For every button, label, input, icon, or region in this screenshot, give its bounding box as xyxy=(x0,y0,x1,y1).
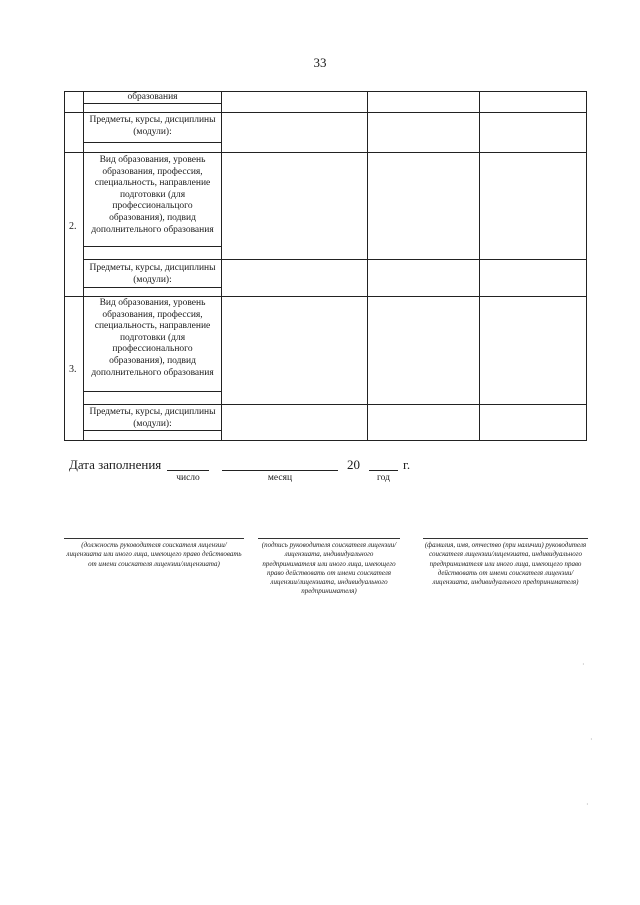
table-col-sep xyxy=(479,91,480,441)
cell-education-fragment: образования xyxy=(127,92,178,102)
row-number: 3. xyxy=(69,364,77,375)
day-blank xyxy=(167,470,209,471)
year-blank xyxy=(369,470,398,471)
table-row-line xyxy=(64,112,587,113)
day-caption: число xyxy=(176,473,200,483)
table-row-line xyxy=(64,152,587,153)
date-year-suffix: г. xyxy=(403,457,411,472)
name-signature-line xyxy=(423,538,588,539)
position-caption: (должность руководителя соискателя лицензии/лицензиата или иного лица, имеющего право действовать от имени соискателя лицензии/лицензиата) xyxy=(66,541,242,568)
cell-education-type: Вид образования, уровень образования, профессия, специальность, направление подготовки (для профессионального образования), подвид дополнительного образования xyxy=(91,298,214,378)
table-border-right xyxy=(586,91,587,441)
table-border-bottom xyxy=(64,440,587,441)
table-sub-line xyxy=(83,142,221,143)
month-caption: месяц xyxy=(267,473,293,483)
cell-subjects-label: Предметы, курсы, дисциплины (модули): xyxy=(89,263,216,285)
date-label: Дата заполнения xyxy=(69,457,162,472)
table-sub-line xyxy=(83,287,221,288)
signature-line xyxy=(258,538,400,539)
education-programs-table xyxy=(64,91,587,441)
month-blank xyxy=(222,470,338,471)
scan-speck: · xyxy=(582,660,585,669)
cell-subjects-label: Предметы, курсы, дисциплины (модули): xyxy=(89,115,216,137)
page-number: 33 xyxy=(313,55,327,70)
table-row-line xyxy=(83,404,587,405)
cell-subjects-label: Предметы, курсы, дисциплины (модули): xyxy=(89,407,216,429)
table-sub-line xyxy=(83,430,221,431)
signature-caption: (подпись руководителя соискателя лицензии/лицензиата, индивидуального предпринимателя или иного лица, имеющего право действовать от имени соискателя лицензии/лицензиата, индивидуального предпринимателя) xyxy=(261,541,397,596)
position-signature-line xyxy=(64,538,244,539)
table-sub-line xyxy=(83,391,221,392)
cell-education-type: Вид образования, уровень образования, профессия, специальность, направление подготовки (для профессиональцого образования), подвид дополнительного образования xyxy=(91,155,214,235)
table-col-sep xyxy=(367,91,368,441)
table-col-sep xyxy=(221,91,222,441)
table-row-line xyxy=(64,296,587,297)
name-caption: (фамилия, имя, отчество (при наличии) руководителя соискателя лицензии/лицензиата, индивидуального предпринимателя или иного лица, имеющего право действовать от имени соискателя лицензии/лицензиата, индивидуального предпринимателя) xyxy=(424,541,587,587)
scan-speck: · xyxy=(590,735,593,744)
row-number: 2. xyxy=(69,221,77,232)
table-row-line xyxy=(83,259,587,260)
scan-speck: · xyxy=(586,800,589,809)
date-century: 20 xyxy=(347,457,360,472)
table-border-left xyxy=(64,91,65,441)
year-caption: год xyxy=(377,473,390,483)
table-sub-line xyxy=(83,246,221,247)
